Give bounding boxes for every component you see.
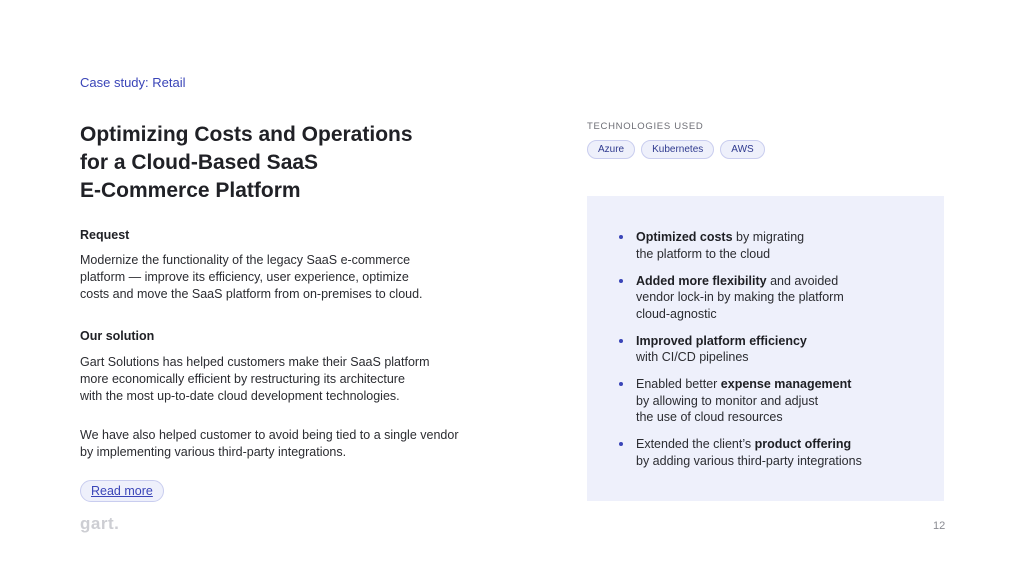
result-text: by migrating — [732, 230, 805, 244]
bullet-dot-icon — [619, 442, 623, 446]
result-text: vendor lock-in by making the platform — [636, 290, 844, 304]
gart-logo: gart. — [80, 514, 120, 533]
result-text: by adding various third-party integrations — [636, 453, 862, 468]
title-line: E-Commerce Platform — [80, 179, 301, 202]
title-line: for a Cloud-Based SaaS — [80, 151, 319, 174]
result-item — [619, 436, 929, 469]
result-item — [619, 333, 929, 366]
result-highlight: Optimized costs — [636, 230, 733, 244]
result-text: by allowing to monitor and adjust — [636, 393, 819, 408]
result-text: Extended the client’s — [636, 437, 755, 451]
page-number: 12 — [933, 520, 946, 532]
result-text: the use of cloud resources — [636, 410, 783, 424]
result-highlight: Improved platform efficiency — [636, 333, 807, 348]
result-highlight: product offering — [754, 437, 852, 451]
result-item — [619, 229, 929, 262]
bullet-dot-icon — [619, 339, 623, 343]
text-line: Gart Solutions has helped customers make their SaaS platform — [80, 355, 430, 369]
text-line: more economically efficient by restructuring its architecture — [80, 372, 405, 386]
tech-chip-kubernetes: Kubernetes — [641, 140, 714, 159]
bullet-dot-icon — [619, 279, 623, 283]
text-line: by implementing various third-party integrations. — [80, 445, 347, 459]
result-text: Enabled better — [636, 377, 721, 391]
solution-text-1 — [80, 354, 500, 405]
result-text: the platform to the cloud — [636, 246, 771, 261]
solution-text-2 — [80, 427, 500, 461]
text-line: costs and move the SaaS platform from on-premises to cloud. — [80, 287, 423, 301]
solution-heading: Our solution — [80, 329, 155, 343]
text-line: We have also helped customer to avoid being tied to a single vendor — [80, 428, 459, 442]
result-item — [619, 273, 929, 323]
result-highlight: Added more flexibility — [636, 273, 767, 288]
tech-chip-aws: AWS — [720, 140, 764, 159]
technology-chips — [587, 140, 765, 159]
result-highlight: expense management — [720, 377, 852, 391]
result-text: with CI/CD pipelines — [636, 350, 749, 364]
bullet-dot-icon — [619, 382, 623, 386]
technologies-label: TECHNOLOGIES USED — [587, 121, 704, 132]
text-line: with the most up-to-date cloud development technologies. — [80, 389, 400, 403]
results-list — [619, 229, 929, 480]
result-text: and avoided — [766, 273, 839, 288]
case-study-label: Case study: Retail — [80, 75, 186, 90]
bullet-dot-icon — [619, 235, 623, 239]
text-line: platform — improve its efficiency, user experience, optimize — [80, 270, 409, 284]
page-title — [80, 121, 500, 205]
text-line: Modernize the functionality of the legacy SaaS e-commerce — [80, 253, 411, 267]
tech-chip-azure: Azure — [587, 140, 635, 159]
request-heading: Request — [80, 228, 130, 242]
title-line: Optimizing Costs and Operations — [80, 123, 413, 146]
request-text — [80, 252, 500, 303]
result-text: cloud-agnostic — [636, 306, 717, 321]
read-more-link[interactable]: Read more — [80, 480, 164, 502]
result-item — [619, 376, 929, 426]
